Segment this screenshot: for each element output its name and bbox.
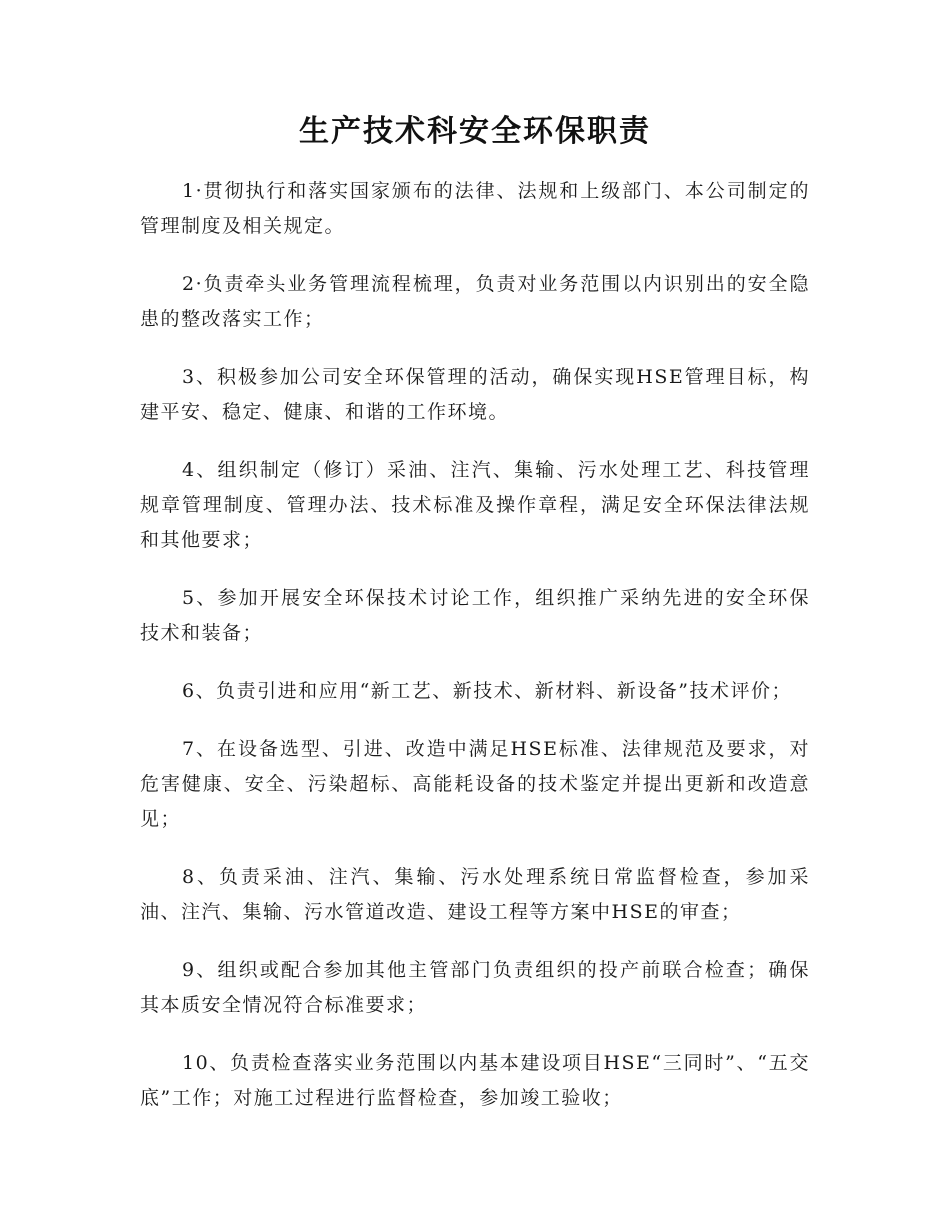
duty-item-9: 9、组织或配合参加其他主管部门负责组织的投产前联合检查；确保其本质安全情况符合标准要求； — [140, 959, 810, 1016]
page-title: 生产技术科安全环保职责 — [299, 114, 651, 149]
duty-item-1: 1·贯彻执行和落实国家颁布的法律、法规和上级部门、本公司制定的管理制度及相关规定。 — [140, 180, 810, 237]
duty-item-6: 6、负责引进和应用“新工艺、新技术、新材料、新设备”技术评价； — [182, 680, 793, 702]
duty-item-7: 7、在设备选型、引进、改造中满足HSE标准、法律规范及要求，对危害健康、安全、污染超标、高能耗设备的技术鉴定并提出更新和改造意见； — [140, 738, 810, 830]
duty-item-3: 3、积极参加公司安全环保管理的活动，确保实现HSE管理目标，构建平安、稳定、健康、和谐的工作环境。 — [140, 366, 810, 423]
duty-item-4: 4、组织制定（修订）采油、注汽、集输、污水处理工艺、科技管理规章管理制度、管理办法、技术标准及操作章程，满足安全环保法律法规和其他要求； — [140, 459, 810, 551]
duty-item-5: 5、参加开展安全环保技术讨论工作，组织推广采纳先进的安全环保技术和装备； — [140, 587, 810, 644]
duty-item-2: 2·负责牵头业务管理流程梳理，负责对业务范围以内识别出的安全隐患的整改落实工作； — [140, 273, 810, 330]
duty-item-8: 8、负责采油、注汽、集输、污水处理系统日常监督检查，参加采油、注汽、集输、污水管道改造、建设工程等方案中HSE的审查； — [140, 866, 810, 923]
duty-list — [140, 174, 810, 1116]
duty-item-10: 10、负责检查落实业务范围以内基本建设项目HSE“三同时”、“五交底”工作；对施工过程进行监督检查，参加竣工验收； — [140, 1052, 810, 1109]
